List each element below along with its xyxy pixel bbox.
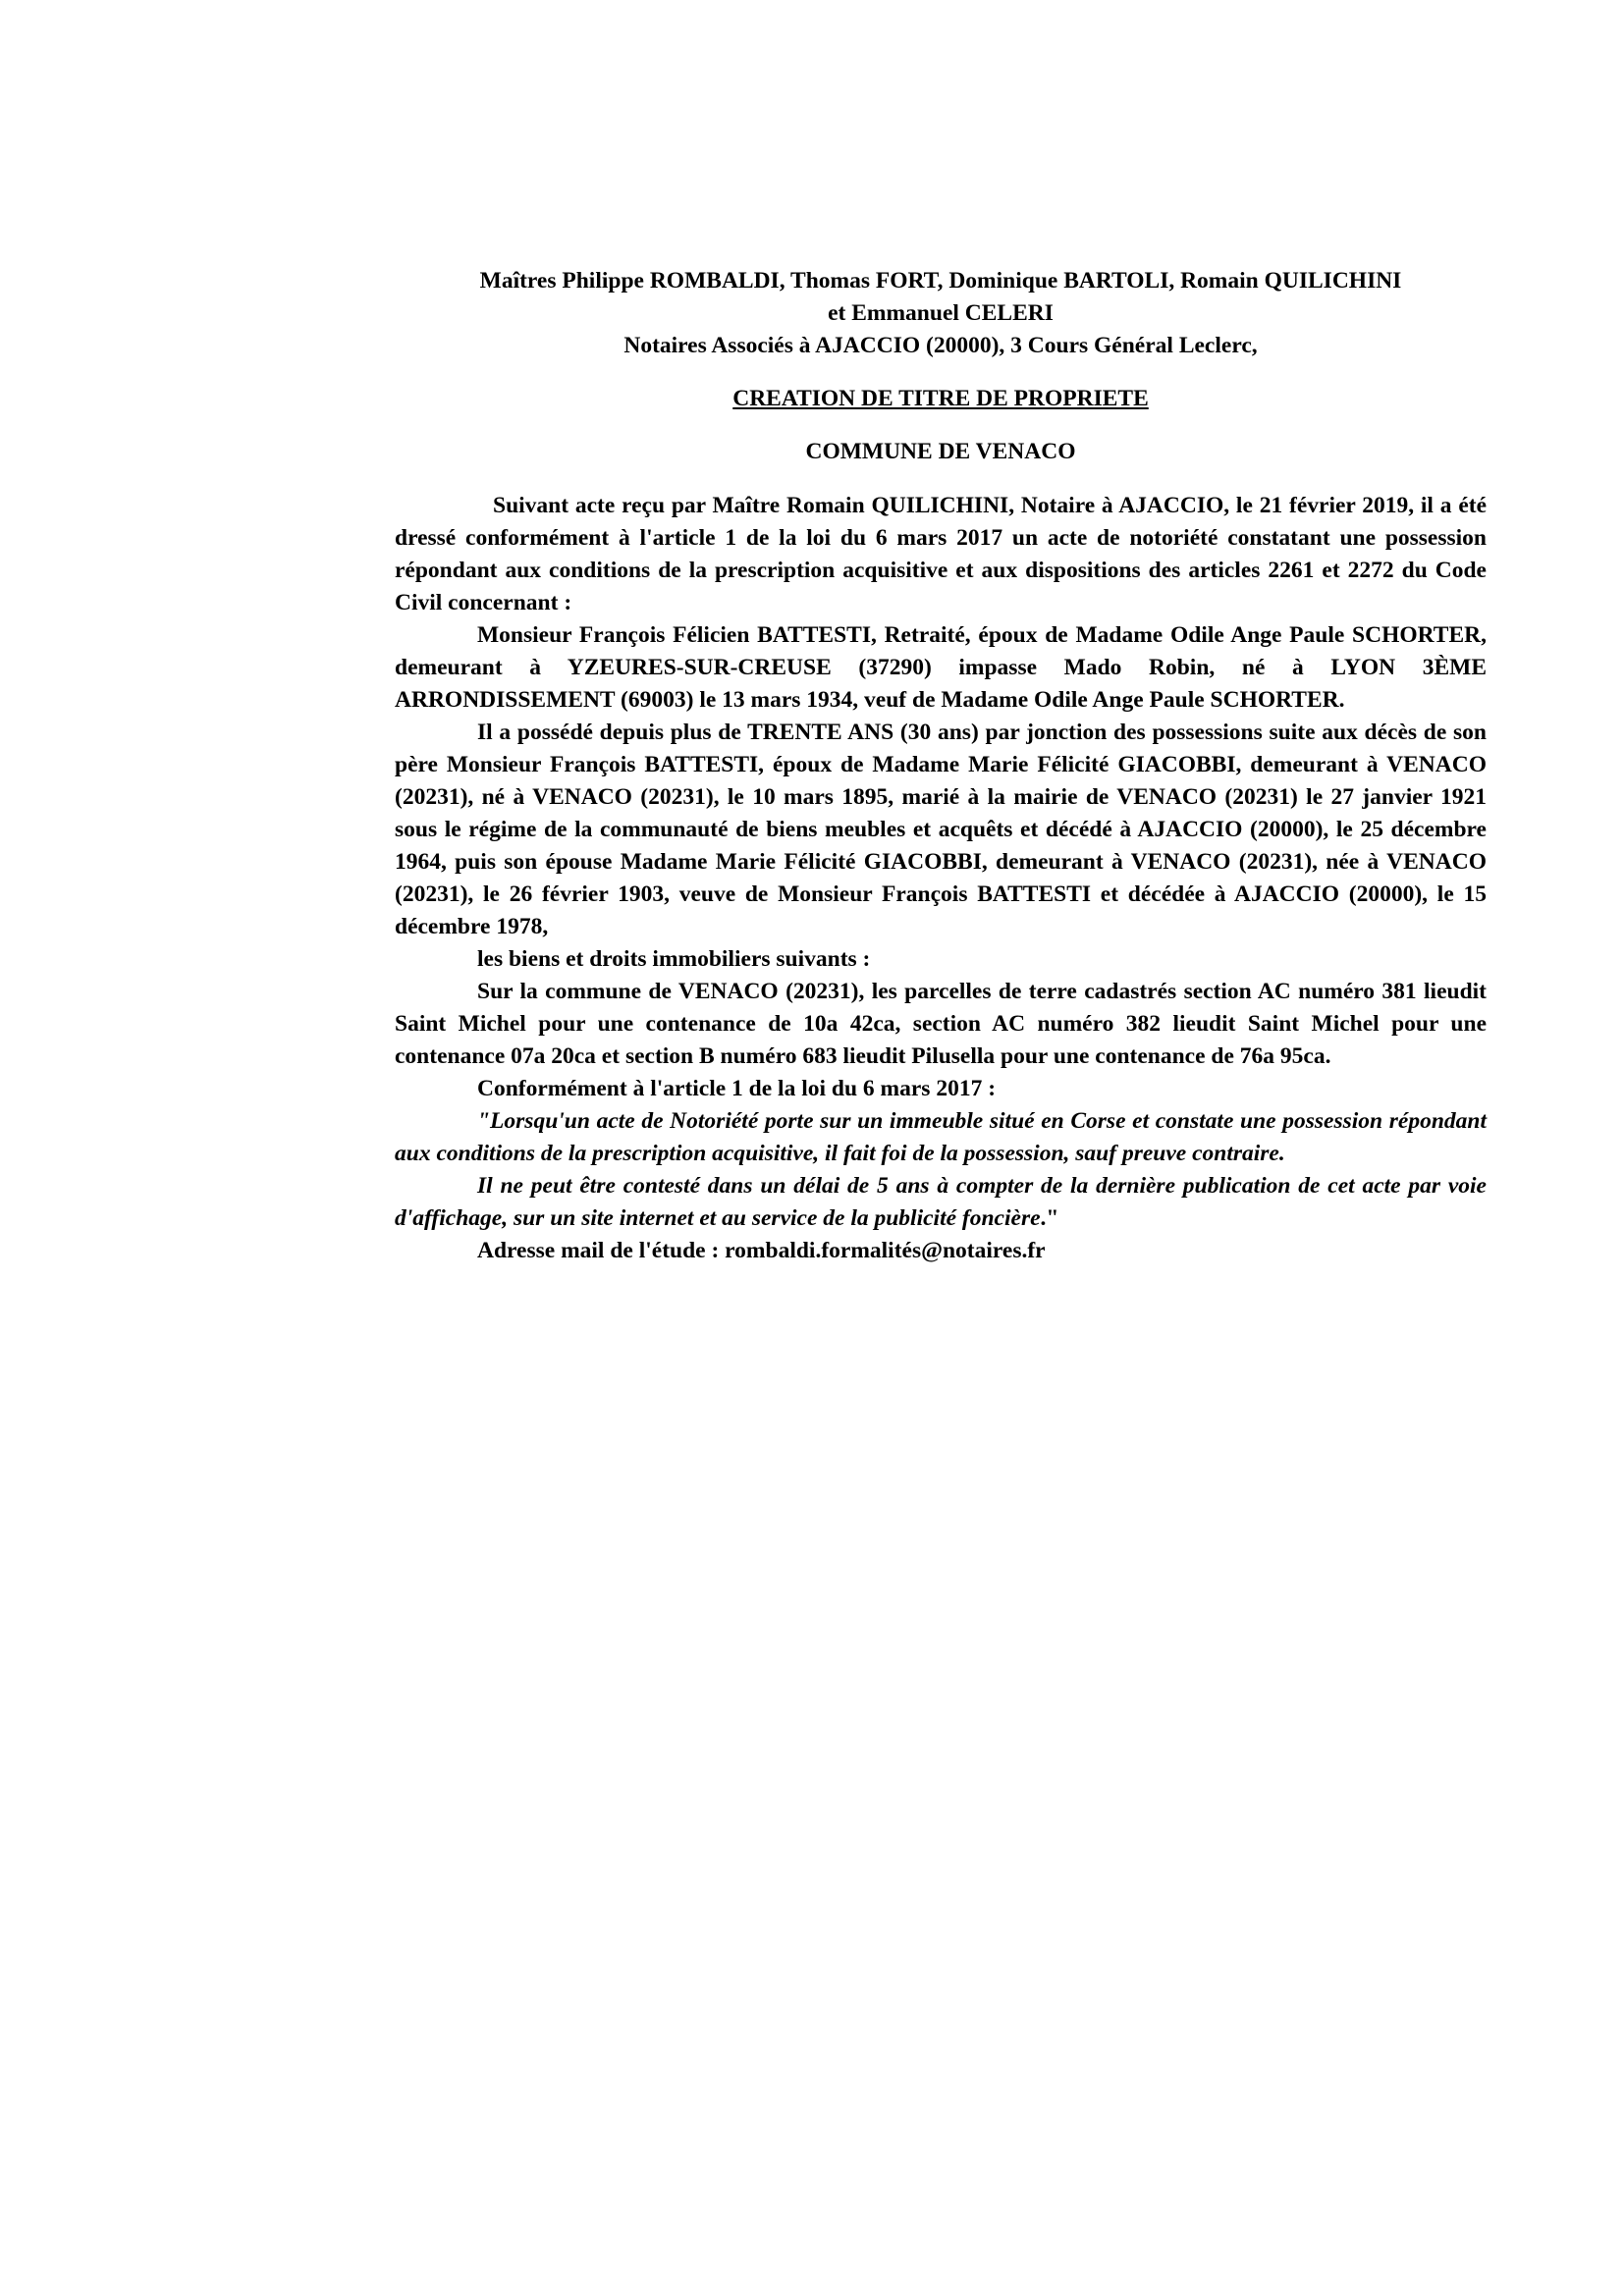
header-office-address: Notaires Associés à AJACCIO (20000), 3 Cours Général Leclerc, [623,333,1258,358]
paragraph-possession: Il a possédé depuis plus de TRENTE ANS (30 ans) par jonction des possessions suite aux décès de son père Monsieur François BATTESTI, époux de Madame Marie Félicité GIACOBBI, demeurant à VENACO (20231), né à VENACO (20231), le 10 mars 1895, marié à la mairie de VENACO (20231) le 27 janvier 1921 sous le régime de la communauté de biens meubles et acquêts et décédé à AJACCIO (20000), le 25 décembre 1964, puis son épouse Madame Marie Félicité GIACOBBI, demeurant à VENACO (20231), née à VENACO (20231), le 26 février 1903, veuve de Monsieur François BATTESTI et décédée à AJACCIO (20000), le 15 décembre 1978, [395,720,1487,939]
paragraph-law-quote-cont [395,1170,1487,1235]
paragraph-acte: Suivant acte reçu par Maître Romain QUILICHINI, Notaire à AJACCIO, le 21 février 2019, il a été dressé conformément à l'article 1 de la loi du 6 mars 2017 un acte de notoriété constatant une possession répondant aux conditions de la prescription acquisitive et aux dispositions des articles 2261 et 2272 du Code Civil concernant : [395,493,1487,615]
paragraph-parcelles: Sur la commune de VENACO (20231), les parcelles de terre cadastrés section AC numéro 381 lieudit Saint Michel pour une contenance de 10a 42ca, section AC numéro 382 lieudit Saint Michel pour une contenance 07a 20ca et section B numéro 683 lieudit Pilusella pour une contenance de 76a 95ca. [395,979,1487,1069]
header-notaries-names-cont: et Emmanuel CELERI [828,300,1054,326]
document-body [395,490,1487,1267]
paragraph-biens-intro: les biens et droits immobiliers suivants : [477,946,871,972]
document-content [395,265,1487,1267]
commune-heading: COMMUNE DE VENACO [805,439,1076,464]
paragraph-owner: Monsieur François Félicien BATTESTI, Retraité, époux de Madame Odile Ange Paule SCHORTER, demeurant à YZEURES-SUR-CREUSE (37290) impasse Mado Robin, né à LYON 3ÈME ARRONDISSEMENT (69003) le 13 mars 1934, veuf de Madame Odile Ange Paule SCHORTER. [395,622,1487,713]
header-notaries-names: Maîtres Philippe ROMBALDI, Thomas FORT, Dominique BARTOLI, Romain QUILICHINI [479,268,1402,294]
law-quote-end: ." [1040,1205,1059,1231]
notaries-header [395,265,1487,362]
paragraph-law-quote: "Lorsqu'un acte de Notoriété porte sur un immeuble situé en Corse et constate une possession répondant aux conditions de la prescription acquisitive, il fait foi de la possession, sauf preuve contraire. [395,1108,1487,1166]
document-title: CREATION DE TITRE DE PROPRIETE [732,386,1149,411]
paragraph-email: Adresse mail de l'étude : rombaldi.formalités@notaires.fr [477,1238,1046,1263]
paragraph-loi-reference: Conformément à l'article 1 de la loi du 6 mars 2017 : [477,1076,997,1101]
law-quote-text: Il ne peut être contesté dans un délai de 5 ans à compter de la dernière publication de cet acte par voie d'affichage, sur un site internet et au service de la publicité foncière [395,1173,1487,1231]
